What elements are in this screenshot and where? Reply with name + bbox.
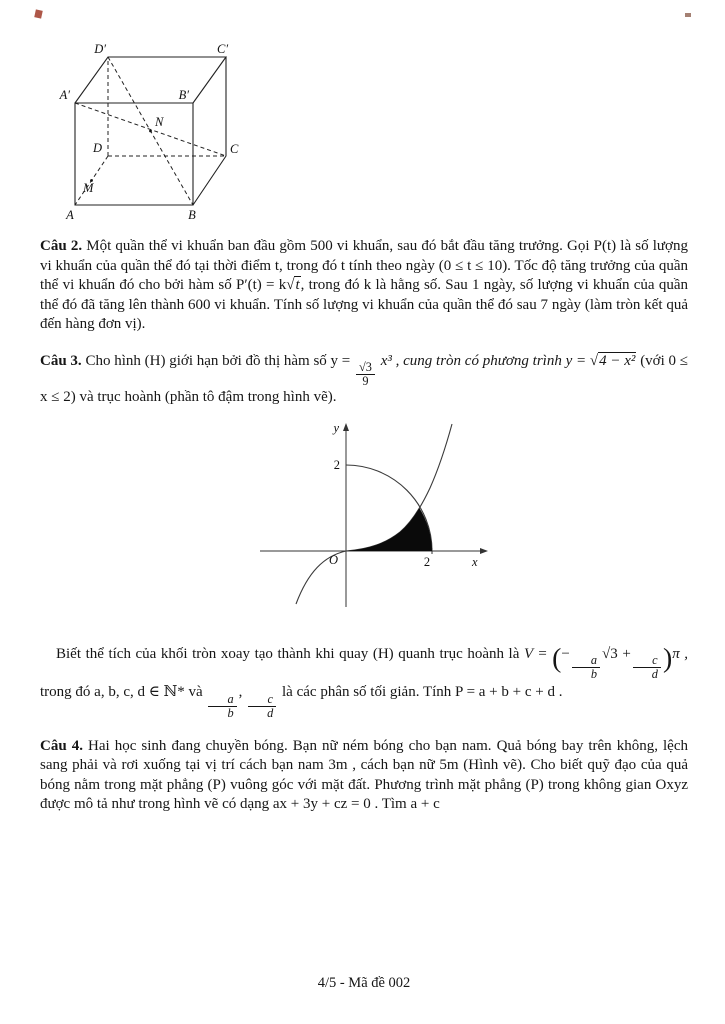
label-C: C bbox=[230, 142, 239, 156]
cube-top-face bbox=[75, 57, 226, 103]
cau3-graph-figure bbox=[234, 419, 494, 619]
question-3-label: Câu 3. bbox=[40, 352, 82, 369]
label-D-prime: D′ bbox=[94, 42, 106, 56]
question-4-text: Hai học sinh đang chuyền bóng. Bạn nữ ném bóng cho bạn nam. Quả bóng bay trên không, lệch sang phải và rơi xuống tại vị trí cách bạn nam 3m , cách bạn nữ 5m (Hình vẽ). Cho biết quỹ đạo của quả bóng nằm trong mặt phẳng (P) vuông góc với mặt đất. Phương trình mặt phẳng (P) trong không gian Oxyz được mô tả như trong hình vẽ có dạng ax + 3y + cz = 0 . Tìm a + c bbox=[40, 737, 688, 813]
fraction-denominator: 9 bbox=[362, 374, 369, 389]
fraction-denominator: d bbox=[651, 667, 658, 682]
fraction-denominator: b bbox=[590, 667, 598, 682]
label-N: N bbox=[155, 115, 164, 129]
sqrt-radicand-t: t bbox=[295, 277, 300, 293]
question-4-label: Câu 4. bbox=[40, 737, 83, 754]
fraction-numerator: c bbox=[633, 654, 660, 668]
corner-mark-right bbox=[685, 13, 691, 17]
y-axis-label: y bbox=[333, 420, 339, 435]
question-3-text-2: x³ , cung tròn có phương trình y = √ bbox=[380, 352, 599, 369]
fraction-c-over-d bbox=[633, 654, 661, 681]
fraction-denominator: b bbox=[227, 705, 234, 720]
fraction-numerator: a bbox=[572, 654, 600, 668]
fraction-a-over-b bbox=[572, 654, 600, 681]
sqrt-radicand-4-minus-x2: 4 − x² bbox=[599, 352, 636, 369]
volume-paragraph bbox=[40, 643, 688, 720]
graph-svg bbox=[234, 419, 494, 614]
shaded-region-H bbox=[346, 508, 432, 551]
label-A: A bbox=[66, 208, 74, 222]
origin-label: O bbox=[328, 552, 338, 567]
label-D: D bbox=[92, 141, 102, 155]
question-4-paragraph bbox=[40, 737, 688, 815]
label-M: M bbox=[83, 181, 94, 195]
cube-figure bbox=[40, 42, 290, 235]
fraction-denominator: d bbox=[267, 705, 274, 720]
fraction-c-over-d-2 bbox=[248, 693, 276, 720]
label-B: B bbox=[188, 208, 196, 222]
question-2-text-2: , trong đó k là hằng số. Sau 1 ngày, số lượng vi khuẩn của quần thể đó đã tăng lên thành 600 vi khuẩn. Tính số lượng vi khuẩn của quần thể đó sau 7 ngày (làm tròn kết quả đến hàng đơn vị). bbox=[40, 277, 688, 332]
volume-text-2: trong đó a, b, c, d ∈ ℕ* và bbox=[40, 684, 203, 701]
y-axis-arrow bbox=[343, 423, 349, 431]
label-C-prime: C′ bbox=[217, 42, 229, 56]
point-N bbox=[149, 130, 152, 133]
question-2-text-1: Một quần thể vi khuẩn ban đầu gồm 500 vi khuẩn, sau đó bắt đầu tăng trưởng. Gọi P(t) là số lượng vi khuẩn của quần thể đó tại thời điểm t, trong đó t tính theo ngày (0 ≤ t ≤ 10). Tốc độ tăng trưởng của quần thể vi khuẩn đó cho bởi hàm số P′(t) = k√ bbox=[40, 238, 688, 293]
fraction-sqrt3-over-9 bbox=[356, 361, 375, 388]
x-axis-label: x bbox=[472, 554, 478, 569]
fraction-a-over-b-2 bbox=[208, 693, 236, 720]
comma: , bbox=[238, 684, 243, 701]
page-footer: 4/5 - Mã đề 002 bbox=[317, 975, 411, 991]
label-A-prime: A′ bbox=[59, 88, 70, 102]
graph-axes bbox=[260, 429, 482, 607]
cube-figure-svg bbox=[40, 42, 290, 230]
question-3-text-1: Cho hình (H) giới hạn bởi đồ thị hàm số y = bbox=[85, 352, 351, 369]
x-axis-arrow bbox=[480, 548, 488, 554]
fraction-numerator: c bbox=[248, 693, 275, 707]
question-3-text-3: (với 0 ≤ x ≤ 2) và trục hoành (phần tô đậm trong hình vẽ). bbox=[40, 352, 689, 406]
volume-V-equals: V = bbox=[523, 645, 548, 662]
sqrt3-plus: √3 + bbox=[602, 645, 631, 662]
y-tick-label: 2 bbox=[333, 457, 340, 472]
cube-points bbox=[90, 130, 152, 182]
volume-text-3: là các phân số tối giản. Tính P = a + b + c + d . bbox=[282, 684, 563, 701]
right-paren: ) bbox=[662, 642, 673, 674]
cubic-curve bbox=[296, 424, 452, 604]
fraction-numerator: √3 bbox=[356, 361, 375, 375]
left-paren: ( bbox=[552, 642, 562, 674]
question-3-paragraph bbox=[40, 352, 688, 408]
x-tick-label: 2 bbox=[423, 554, 431, 569]
corner-mark-left bbox=[34, 9, 43, 18]
label-B-prime: B′ bbox=[178, 88, 189, 102]
fraction-numerator: a bbox=[208, 693, 236, 707]
cube-labels bbox=[59, 42, 239, 222]
volume-text-1: Biết thể tích của khối tròn xoay tạo thành khi quay (H) quanh trục hoành là bbox=[56, 645, 520, 662]
minus-sign: − bbox=[561, 645, 570, 662]
question-2-paragraph bbox=[40, 237, 688, 335]
pi-symbol: π , bbox=[672, 645, 689, 662]
question-2-label: Câu 2. bbox=[40, 238, 83, 254]
